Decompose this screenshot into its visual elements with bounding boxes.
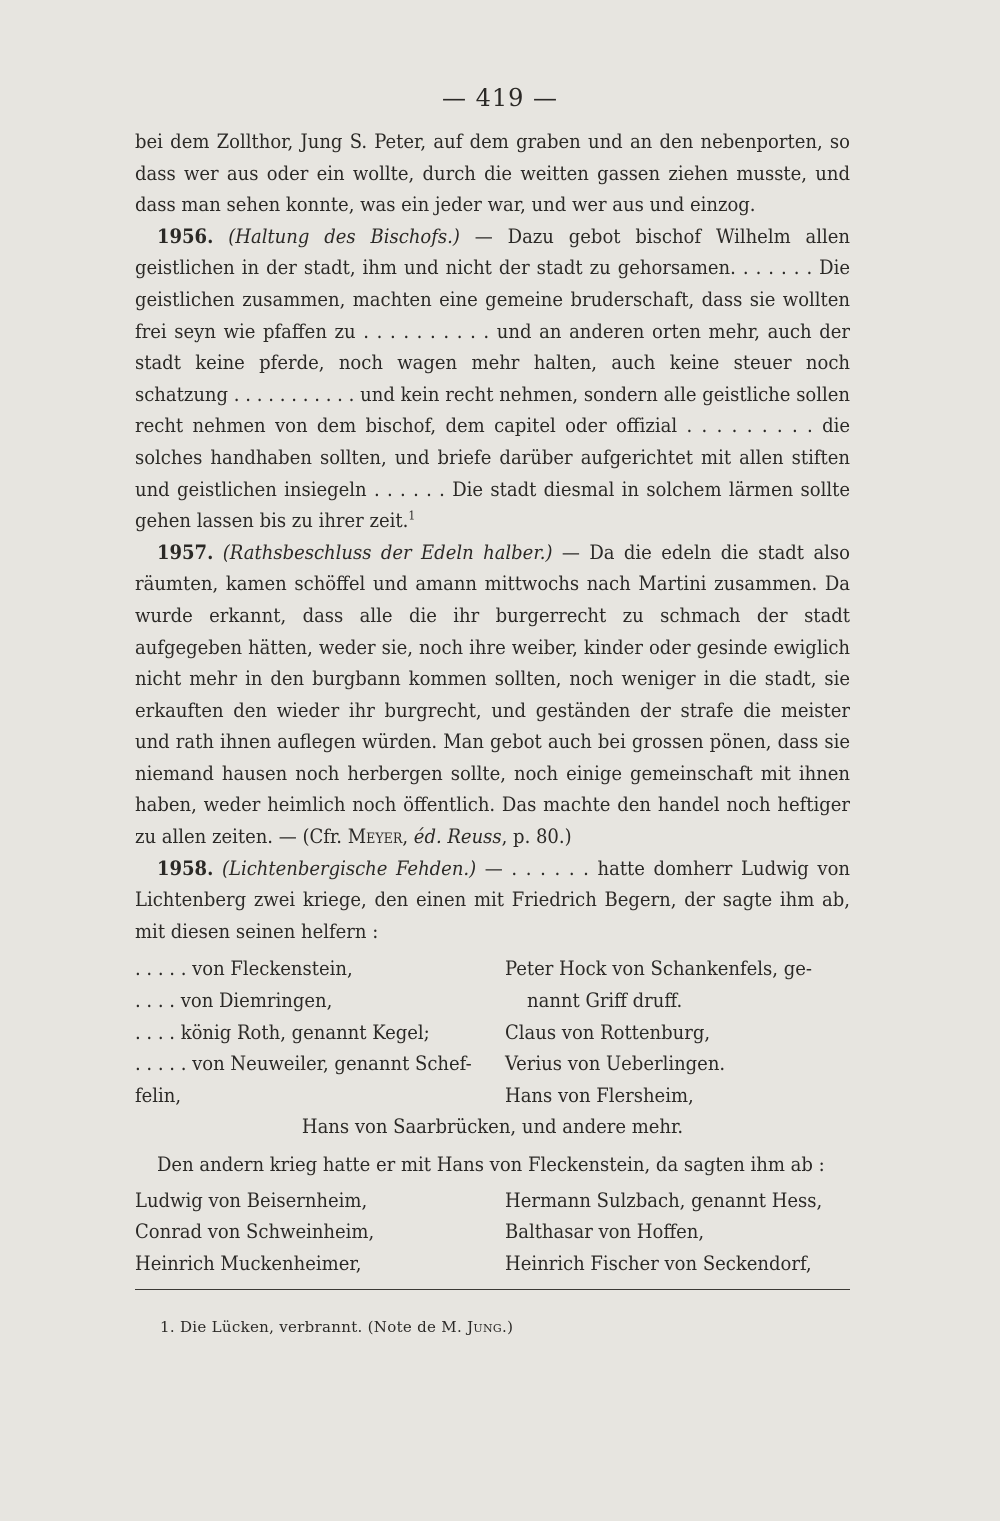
list-item: Peter Hock von Schankenfels, ge- <box>505 956 812 981</box>
citation-edition: éd. Reuss <box>413 824 502 849</box>
list-item: . . . . könig Roth, genannt Kegel; <box>135 1019 430 1044</box>
list-item: Balthasar von Hoffen, <box>505 1219 705 1244</box>
citation-separator: , <box>402 824 414 849</box>
list-item: Hans von Flersheim, <box>505 1082 694 1107</box>
list-item: Hermann Sulzbach, genannt Hess, <box>505 1187 823 1212</box>
footnote-reference: 1 <box>408 508 416 523</box>
list-item: Claus von Rottenburg, <box>505 1019 711 1044</box>
entry-text: — Da die edeln die stadt also räumten, kamen schöffel und amann mittwochs nach Martini zusammen. Da wurde erkannt, dass alle die ihr burgerrecht zu schmach der stadt aufgegeben hätten, weder sie, noch ihre weiber, kinder oder gesinde ewiglich nicht mehr in den burgbann kommen sollten, noch weniger in die stadt, sie erkauften den wieder ihr burgrecht, und geständen der strafe die meister und rath ihnen auflegen würden. Man gebot auch bei grossen pönen, dass sie niemand hausen noch herbergen sollte, noch einige gemeinschaft mit ihnen haben, weder heimlich noch öffentlich. Das machte den handel noch heftiger zu allen zeiten. — (Cfr. <box>135 539 850 849</box>
entry-1958 <box>135 853 850 948</box>
second-war-line: Den andern krieg hatte er mit Hans von Fleckenstein, da sagten ihm ab : <box>157 1152 825 1176</box>
helpers-closing-line: Hans von Saarbrücken, und andere mehr. <box>301 1114 684 1139</box>
paragraph-continuation: bei dem Zollthor, Jung S. Peter, auf dem graben und an den nebenporten, so dass wer aus oder ein wollte, durch die weitten gassen ziehen musste, und dass man sehen konnte, was ein jeder war, und wer aus und einzog. <box>135 129 850 217</box>
entry-1956 <box>135 221 850 537</box>
list-item: Heinrich Fischer von Seckendorf, <box>505 1250 812 1275</box>
page-number: — 419 — <box>441 84 559 112</box>
helpers-left-column <box>135 953 490 1111</box>
footnote-author: Jung <box>467 1318 502 1336</box>
second-right-column <box>505 1185 850 1280</box>
entry-heading: (Rathsbeschluss der Edeln halber.) <box>222 539 553 564</box>
second-left-column <box>135 1185 490 1280</box>
entry-1957 <box>135 537 850 853</box>
entry-text: — . . . . . . hatte domherr Ludwig von Lichtenberg zwei kriege, den einen mit Friedrich Begern, der sagte ihm ab, mit diesen seinen helfern : <box>135 855 850 943</box>
list-item: . . . . von Diemringen, <box>135 988 333 1013</box>
second-war-list <box>135 1185 850 1280</box>
entry-heading: (Lichtenbergische Fehden.) <box>221 855 477 880</box>
list-item: Heinrich Muckenheimer, <box>135 1250 362 1275</box>
list-item: . . . . . von Fleckenstein, <box>135 956 353 981</box>
footnote-divider <box>135 1289 850 1290</box>
citation-page: , p. 80.) <box>501 824 572 849</box>
entry-number: 1957. <box>157 539 214 564</box>
list-item: Ludwig von Beisernheim, <box>135 1187 368 1212</box>
list-item: nannt Griff druff. <box>527 988 683 1013</box>
list-item: . . . . . von Neuweiler, genannt Schef- <box>135 1051 472 1076</box>
helpers-list <box>135 953 850 1111</box>
entry-heading: (Haltung des Bischofs.) <box>228 223 460 248</box>
entry-number: 1958. <box>157 855 214 880</box>
footnote-end: .) <box>502 1318 514 1336</box>
list-item: Verius von Ueberlingen. <box>505 1051 726 1076</box>
helpers-right-column <box>505 953 850 1111</box>
footnote <box>160 1318 513 1336</box>
list-item: Conrad von Schweinheim, <box>135 1219 375 1244</box>
entry-number: 1956. <box>157 223 214 248</box>
body-text <box>135 126 850 1279</box>
citation-author: Meyer <box>347 824 403 849</box>
footnote-text: 1. Die Lücken, verbrannt. (Note de M. <box>160 1318 468 1336</box>
list-item: felin, <box>135 1082 182 1107</box>
entry-text: — Dazu gebot bischof Wilhelm allen geistlichen in der stadt, ihm und nicht der stadt zu gehorsamen. . . . . . . Die geistlichen zusammen, machten eine gemeine bruderschaft, dass sie wollten frei seyn wie pfaffen zu . . . . . . . . . . und an anderen orten mehr, auch der stadt keine pferde, noch wagen mehr halten, auch keine steuer noch schatzung . . . . . . . . . . . und kein recht nehmen, sondern alle geistliche sollen recht nehmen von dem bischof, dem capitel oder offizial . . . . . . . . . die solches handhaben sollten, und briefe darüber aufgerichtet mit allen stiften und geistlichen insiegeln . . . . . . Die stadt diesmal in solchem lärmen sollte gehen lassen bis zu ihrer zeit. <box>135 223 850 533</box>
